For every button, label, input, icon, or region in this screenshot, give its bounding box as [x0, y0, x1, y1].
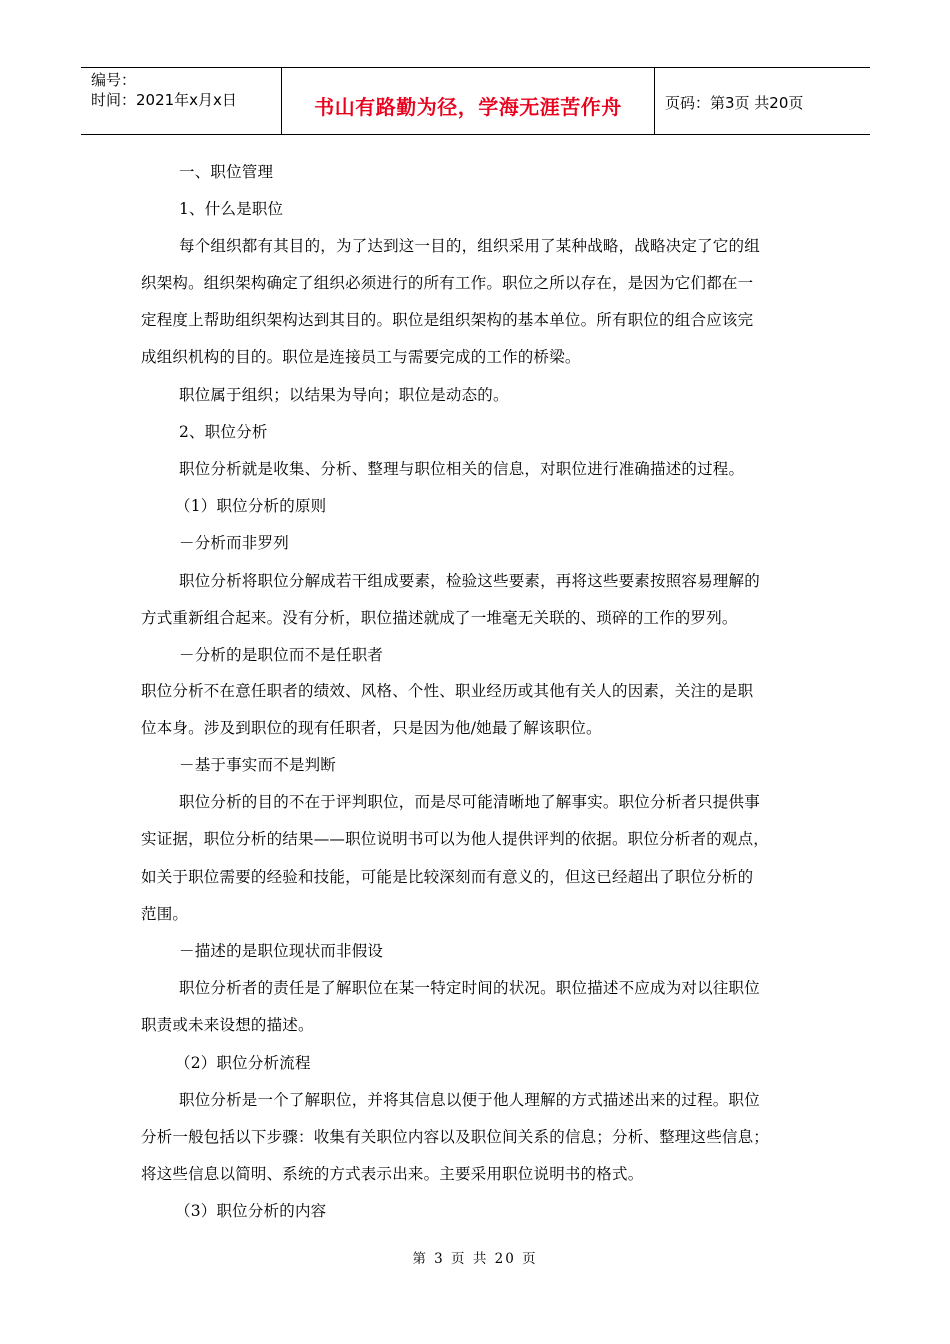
page-footer: 第 3 页 共 20 页 [412, 1251, 538, 1267]
dash-heading: －描述的是职位现状而非假设 [179, 942, 384, 960]
paragraph-line: 职位分析是一个了解职位，并将其信息以便于他人理解的方式描述出来的过程。职位 [179, 1091, 760, 1109]
numbered-heading: （1）职位分析的原则 [175, 497, 327, 515]
numbered-heading: （2）职位分析流程 [175, 1054, 311, 1072]
header-info-cell [81, 68, 282, 134]
paragraph-line: 成组织机构的目的。职位是连接员工与需要完成的工作的桥梁。 [141, 348, 581, 366]
subsection-heading: 2、职位分析 [179, 423, 268, 441]
paragraph-line: 职位分析者的责任是了解职位在某一特定时间的状况。职位描述不应成为对以往职位 [179, 979, 760, 997]
paragraph-line: 职位属于组织；以结果为导向；职位是动态的。 [179, 386, 509, 404]
dash-heading: －分析而非罗列 [179, 534, 289, 552]
section-heading: 一、职位管理 [179, 163, 274, 181]
numbered-heading: （3）职位分析的内容 [175, 1202, 327, 1220]
paragraph-line: 定程度上帮助组织架构达到其目的。职位是组织架构的基本单位。所有职位的组合应该完 [141, 311, 754, 329]
paragraph-line: 职位分析就是收集、分析、整理与职位相关的信息，对职位进行准确描述的过程。 [179, 460, 745, 478]
header-page-cell [655, 68, 870, 134]
paragraph-line: 方式重新组合起来。没有分析，职位描述就成了一堆毫无关联的、琐碎的工作的罗列。 [141, 609, 738, 627]
paragraph-line: 如关于职位需要的经验和技能，可能是比较深刻而有意义的，但这已经超出了职位分析的 [141, 868, 754, 886]
header-page-label: 页码：第3页 共20页 [665, 94, 804, 112]
paragraph-line: 职责或未来设想的描述。 [141, 1016, 314, 1034]
dash-heading: －分析的是职位而不是任职者 [179, 646, 384, 664]
document-number-label: 编号： [91, 71, 137, 89]
paragraph-line: 分析一般包括以下步骤：收集有关职位内容以及职位间关系的信息；分析、整理这些信息； [141, 1128, 770, 1146]
subsection-heading: 1、什么是职位 [179, 200, 284, 218]
paragraph-line: 职位分析将职位分解成若干组成要素，检验这些要素，再将这些要素按照容易理解的 [179, 572, 760, 590]
paragraph-line: 实证据，职位分析的结果——职位说明书可以为他人提供评判的依据。职位分析者的观点， [141, 830, 770, 848]
paragraph-line: 将这些信息以简明、系统的方式表示出来。主要采用职位说明书的格式。 [141, 1165, 644, 1183]
paragraph-line: 每个组织都有其目的，为了达到这一目的，组织采用了某种战略，战略决定了它的组 [179, 237, 760, 255]
document-header [81, 67, 870, 135]
paragraph-line: 织架构。组织架构确定了组织必须进行的所有工作。职位之所以存在，是因为它们都在一 [141, 274, 754, 292]
document-time-label: 时间：2021年x月x日 [91, 91, 237, 109]
paragraph-line: 职位分析的目的不在于评判职位，而是尽可能清晰地了解事实。职位分析者只提供事 [179, 793, 760, 811]
header-motto: 书山有路勤为径，学海无涯苦作舟 [314, 95, 622, 119]
paragraph-line: 范围。 [141, 905, 189, 923]
paragraph-line: 职位分析不在意任职者的绩效、风格、个性、职业经历或其他有关人的因素，关注的是职 [141, 682, 754, 700]
dash-heading: －基于事实而不是判断 [179, 756, 337, 774]
paragraph-line: 位本身。涉及到职位的现有任职者，只是因为他/她最了解该职位。 [141, 719, 602, 737]
header-motto-cell [282, 68, 655, 134]
